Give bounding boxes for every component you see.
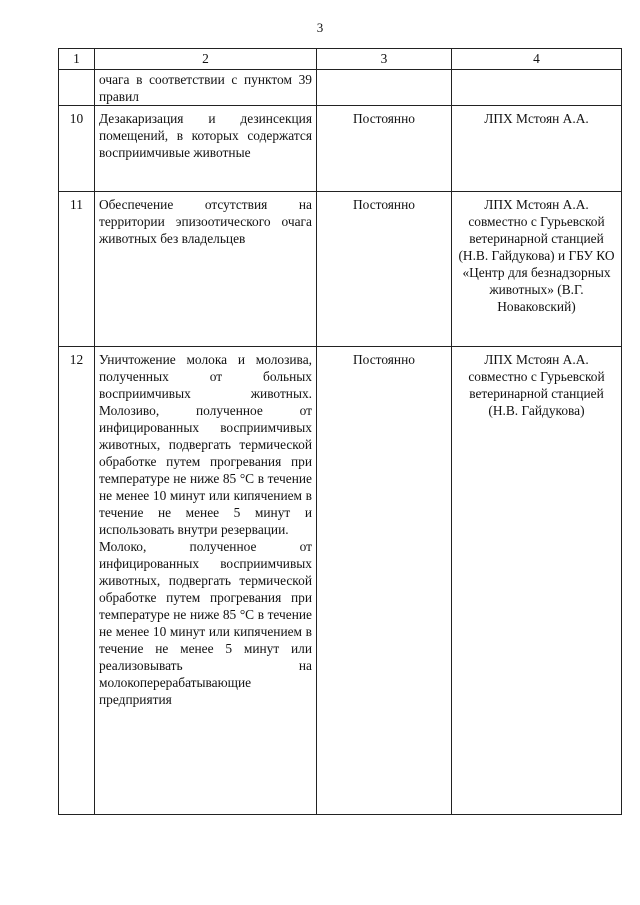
measure-text-colostrum: Уничтожение молока и молозива, полученных от больных восприимчивых животных. Молозиво, полученное от инфицированных восприимчивых животных, подвергать термической обработке путем прогревания при температуре не ниже 85 °С в течение не менее 10 минут или кипячением в течение не менее 5 минут и использовать внутри резервации. bbox=[99, 352, 312, 537]
measure-text-milk: Молоко, полученное от инфицированных восприимчивых животных, подвергать термической обработке путем прогревания при температуре не ниже 85 °С в течение не менее 10 минут или кипячением в течение не менее 5 минут или реализовывать на молокоперерабатывающие предприятия bbox=[99, 539, 312, 707]
page-number: 3 bbox=[316, 20, 324, 35]
table-row bbox=[59, 106, 622, 192]
header-col-2: 2 bbox=[95, 49, 317, 70]
row-number: 12 bbox=[59, 347, 95, 815]
row-term bbox=[317, 70, 452, 106]
row-number bbox=[59, 70, 95, 106]
table-row-continuation bbox=[59, 70, 622, 106]
row-term: Постоянно bbox=[317, 106, 452, 192]
row-measure bbox=[95, 347, 317, 815]
row-number: 10 bbox=[59, 106, 95, 192]
row-number: 11 bbox=[59, 192, 95, 347]
header-col-3: 3 bbox=[317, 49, 452, 70]
row-responsible: ЛПХ Мстоян А.А. совместно с Гурьевской ветеринарной станцией (Н.В. Гайдукова) bbox=[452, 347, 622, 815]
measure-text: Обеспечение отсутствия на территории эпизоотического очага животных без владельцев bbox=[99, 197, 312, 246]
row-measure bbox=[95, 106, 317, 192]
table-row bbox=[59, 347, 622, 815]
measure-text: Дезакаризация и дезинсекция помещений, в которых содержатся восприимчивые животные bbox=[99, 111, 312, 160]
measure-text: очага в соответствии с пунктом 39 правил bbox=[99, 72, 312, 104]
header-col-1: 1 bbox=[59, 49, 95, 70]
row-measure bbox=[95, 192, 317, 347]
row-term: Постоянно bbox=[317, 347, 452, 815]
row-term: Постоянно bbox=[317, 192, 452, 347]
measures-table bbox=[58, 48, 622, 815]
header-col-4: 4 bbox=[452, 49, 622, 70]
table-row bbox=[59, 192, 622, 347]
row-responsible: ЛПХ Мстоян А.А. совместно с Гурьевской ветеринарной станцией (Н.В. Гайдукова) и ГБУ КО «Центр для безнадзорных животных» (В.Г. Новаковский) bbox=[452, 192, 622, 347]
row-responsible bbox=[452, 70, 622, 106]
table-header-row bbox=[59, 49, 622, 70]
row-measure bbox=[95, 70, 317, 106]
row-responsible: ЛПХ Мстоян А.А. bbox=[452, 106, 622, 192]
